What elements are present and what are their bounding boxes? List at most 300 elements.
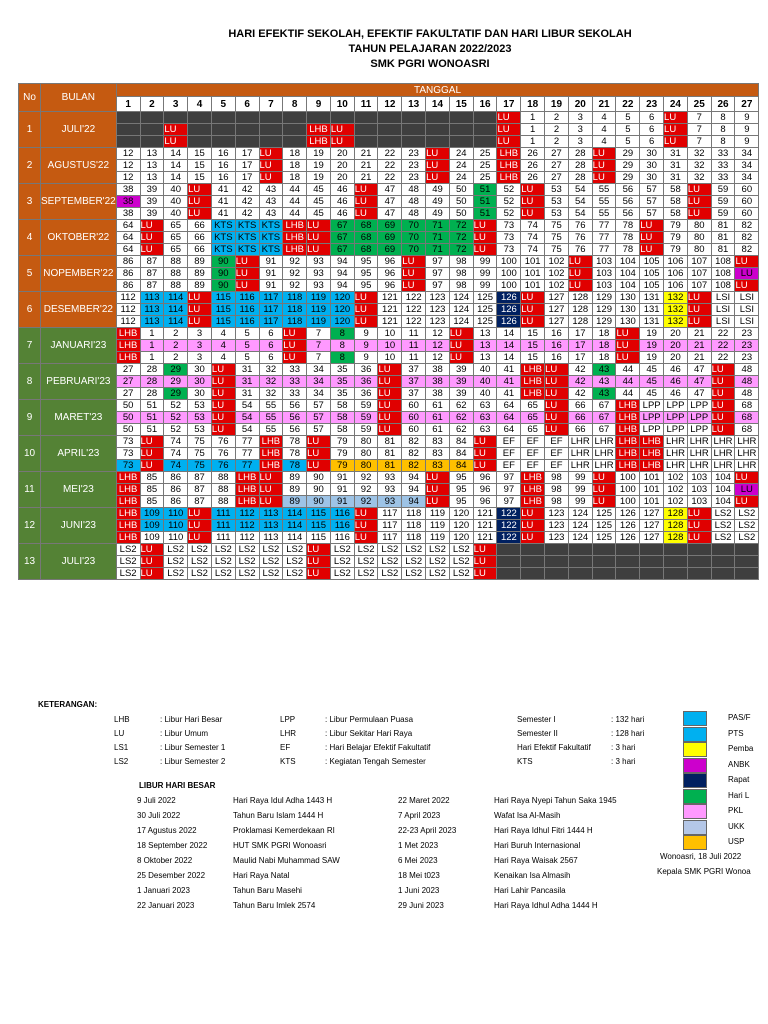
day-cell: 14: [497, 328, 521, 340]
day-cell: [426, 124, 450, 136]
day-cell: 87: [140, 280, 164, 292]
day-cell: 126: [616, 532, 640, 544]
day-cell: 58: [664, 196, 688, 208]
day-cell: 40: [164, 208, 188, 220]
day-cell: LU: [521, 532, 545, 544]
day-cell: LS2: [235, 568, 259, 580]
day-cell: 80: [687, 244, 711, 256]
day-cell: 76: [211, 448, 235, 460]
day-cell: LU: [687, 532, 711, 544]
day-cell: LHB: [616, 424, 640, 436]
day-cell: 41: [211, 208, 235, 220]
day-cell: 128: [664, 520, 688, 532]
day-cell: LU: [307, 556, 331, 568]
day-cell: 33: [283, 376, 307, 388]
day-cell: 113: [140, 304, 164, 316]
day-cell: LU: [473, 544, 497, 556]
day-cell: 9: [354, 340, 378, 352]
day-cell: 40: [473, 376, 497, 388]
day-cell: KTS: [211, 232, 235, 244]
day-cell: 2: [164, 328, 188, 340]
day-cell: 117: [378, 508, 402, 520]
day-cell: 105: [640, 256, 664, 268]
day-cell: LU: [640, 244, 664, 256]
day-cell: LS2: [283, 544, 307, 556]
day-cell: 97: [426, 280, 450, 292]
day-cell: LU: [687, 316, 711, 328]
day-cell: 55: [259, 412, 283, 424]
day-cell: LU: [545, 388, 569, 400]
day-cell: 95: [354, 280, 378, 292]
day-cell: 26: [521, 172, 545, 184]
day-cell: 119: [426, 520, 450, 532]
day-cell: 98: [545, 496, 569, 508]
day-cell: 124: [449, 304, 473, 316]
day-cell: 36: [354, 376, 378, 388]
holiday-name: Hari Raya Natal: [233, 871, 290, 880]
day-cell: 42: [235, 184, 259, 196]
day-cell: 65: [164, 232, 188, 244]
day-cell: 10: [378, 340, 402, 352]
day-cell: 46: [330, 184, 354, 196]
legend-desc: : Libur Semester 2: [160, 757, 226, 766]
day-cell: 93: [307, 268, 331, 280]
day-cell: 102: [545, 280, 569, 292]
day-header: 6: [235, 97, 259, 112]
day-cell: 129: [592, 316, 616, 328]
day-cell: 89: [188, 256, 212, 268]
day-cell: 59: [354, 400, 378, 412]
day-cell: LU: [188, 520, 212, 532]
day-cell: 90: [211, 268, 235, 280]
day-cell: 19: [640, 328, 664, 340]
day-cell: 69: [378, 220, 402, 232]
day-cell: [711, 568, 735, 580]
day-cell: 99: [568, 472, 592, 484]
day-cell: LHB: [283, 244, 307, 256]
day-cell: 53: [188, 400, 212, 412]
day-cell: 54: [568, 208, 592, 220]
day-cell: [568, 544, 592, 556]
day-cell: 3: [568, 136, 592, 148]
day-header: 7: [259, 97, 283, 112]
day-cell: LU: [402, 256, 426, 268]
day-header: 5: [211, 97, 235, 112]
day-cell: LS2: [211, 556, 235, 568]
day-cell: LU: [521, 292, 545, 304]
day-cell: KTS: [259, 220, 283, 232]
day-cell: 23: [402, 172, 426, 184]
day-cell: 58: [330, 400, 354, 412]
day-cell: 100: [497, 280, 521, 292]
day-cell: 34: [735, 148, 759, 160]
day-cell: LU: [640, 220, 664, 232]
holiday-date: 6 Mei 2023: [398, 856, 438, 865]
day-cell: LHB: [616, 460, 640, 472]
day-cell: [378, 124, 402, 136]
day-cell: 122: [497, 520, 521, 532]
day-cell: 41: [497, 364, 521, 376]
day-cell: EF: [545, 448, 569, 460]
day-cell: LU: [164, 136, 188, 148]
day-cell: 33: [711, 172, 735, 184]
day-cell: 79: [330, 448, 354, 460]
day-cell: [259, 124, 283, 136]
day-cell: EF: [545, 436, 569, 448]
day-cell: LU: [354, 304, 378, 316]
day-cell: 42: [568, 376, 592, 388]
day-cell: LHB: [616, 436, 640, 448]
day-cell: [497, 568, 521, 580]
day-cell: 24: [449, 160, 473, 172]
day-cell: 108: [711, 280, 735, 292]
day-cell: [664, 556, 688, 568]
day-cell: 29: [164, 364, 188, 376]
day-cell: 100: [497, 256, 521, 268]
day-cell: [116, 124, 140, 136]
day-cell: 1: [521, 136, 545, 148]
day-cell: 85: [140, 472, 164, 484]
day-cell: 67: [592, 424, 616, 436]
day-cell: LU: [283, 328, 307, 340]
day-cell: LHB: [235, 496, 259, 508]
day-cell: 86: [164, 484, 188, 496]
day-cell: 89: [283, 484, 307, 496]
day-cell: LU: [687, 184, 711, 196]
day-cell: LU: [687, 508, 711, 520]
day-cell: 88: [164, 268, 188, 280]
day-cell: 128: [664, 508, 688, 520]
swatch-label: UKK: [728, 821, 745, 831]
day-cell: 52: [497, 184, 521, 196]
day-cell: 112: [235, 508, 259, 520]
day-cell: LHB: [521, 388, 545, 400]
day-cell: 56: [616, 208, 640, 220]
day-cell: 95: [449, 496, 473, 508]
day-cell: 2: [545, 136, 569, 148]
day-cell: LU: [449, 352, 473, 364]
day-cell: 105: [640, 280, 664, 292]
day-cell: 73: [497, 244, 521, 256]
day-cell: LS2: [188, 568, 212, 580]
summary-label: Semester I: [517, 715, 556, 724]
day-cell: LU: [164, 124, 188, 136]
day-cell: 44: [616, 376, 640, 388]
day-cell: LHB: [116, 340, 140, 352]
day-header: 24: [664, 97, 688, 112]
day-cell: 36: [354, 364, 378, 376]
day-cell: 42: [568, 388, 592, 400]
day-cell: LS2: [116, 556, 140, 568]
day-cell: 45: [640, 376, 664, 388]
holiday-name: Kenaikan Isa Almasih: [494, 871, 571, 880]
day-cell: LHB: [307, 136, 331, 148]
day-cell: 111: [211, 508, 235, 520]
day-cell: 20: [664, 340, 688, 352]
day-cell: 122: [402, 292, 426, 304]
day-cell: LHB: [259, 460, 283, 472]
day-cell: [735, 544, 759, 556]
day-cell: 122: [402, 316, 426, 328]
day-cell: 38: [426, 364, 450, 376]
day-cell: LS2: [211, 568, 235, 580]
day-cell: 106: [664, 268, 688, 280]
holiday-name: Hari Raya Idhul Adha 1444 H: [494, 901, 598, 910]
holiday-date: 30 Juli 2022: [137, 811, 181, 820]
day-cell: 17: [235, 160, 259, 172]
day-cell: 98: [449, 280, 473, 292]
day-cell: LHR: [711, 448, 735, 460]
day-cell: 16: [211, 172, 235, 184]
day-cell: 104: [711, 472, 735, 484]
day-cell: 82: [402, 460, 426, 472]
day-cell: 62: [449, 424, 473, 436]
day-cell: 11: [402, 328, 426, 340]
day-cell: 86: [116, 280, 140, 292]
day-cell: 20: [330, 172, 354, 184]
day-cell: 12: [116, 172, 140, 184]
day-cell: [735, 568, 759, 580]
month-number: 13: [19, 544, 41, 580]
day-cell: 8: [711, 112, 735, 124]
day-cell: 66: [188, 232, 212, 244]
day-cell: 34: [307, 376, 331, 388]
day-cell: LHR: [735, 436, 759, 448]
day-cell: 34: [735, 160, 759, 172]
day-cell: 39: [449, 376, 473, 388]
day-cell: 40: [164, 196, 188, 208]
day-cell: LU: [473, 436, 497, 448]
day-cell: [473, 124, 497, 136]
day-cell: 71: [426, 244, 450, 256]
day-cell: LHR: [711, 460, 735, 472]
day-cell: 42: [568, 364, 592, 376]
legend-desc: : Hari Belajar Efektif Fakultatif: [325, 743, 431, 752]
day-cell: 68: [354, 220, 378, 232]
day-cell: [140, 112, 164, 124]
day-cell: 14: [164, 148, 188, 160]
day-cell: LU: [473, 220, 497, 232]
day-cell: 15: [188, 160, 212, 172]
day-cell: [354, 112, 378, 124]
day-cell: 127: [640, 532, 664, 544]
holiday-date: 29 Juni 2023: [398, 901, 444, 910]
day-cell: 80: [687, 220, 711, 232]
day-cell: 93: [378, 484, 402, 496]
day-cell: LHB: [616, 448, 640, 460]
day-cell: LU: [735, 280, 759, 292]
day-cell: 60: [735, 208, 759, 220]
day-header: 14: [426, 97, 450, 112]
day-cell: LHB: [283, 232, 307, 244]
day-cell: 15: [188, 148, 212, 160]
color-swatch: [683, 742, 707, 757]
day-cell: LPP: [664, 412, 688, 424]
holiday-date: 9 Juli 2022: [137, 796, 176, 805]
day-cell: 26: [521, 148, 545, 160]
day-cell: LU: [473, 460, 497, 472]
day-cell: 89: [283, 496, 307, 508]
day-cell: 82: [735, 232, 759, 244]
day-cell: LHB: [235, 484, 259, 496]
day-cell: 73: [116, 436, 140, 448]
day-cell: 82: [735, 220, 759, 232]
day-cell: KTS: [235, 244, 259, 256]
legend-code: LS1: [114, 743, 129, 752]
day-cell: 8: [330, 328, 354, 340]
day-cell: 43: [592, 388, 616, 400]
day-cell: LU: [378, 364, 402, 376]
day-cell: 101: [640, 484, 664, 496]
day-cell: 99: [568, 484, 592, 496]
day-cell: 19: [307, 160, 331, 172]
day-cell: 112: [235, 520, 259, 532]
legend-desc: : Kegiatan Tengah Semester: [325, 757, 426, 766]
day-cell: LU: [711, 400, 735, 412]
day-cell: 112: [235, 532, 259, 544]
day-cell: 83: [426, 460, 450, 472]
day-cell: 125: [592, 508, 616, 520]
day-cell: [330, 112, 354, 124]
day-cell: [521, 544, 545, 556]
day-cell: 8: [711, 124, 735, 136]
day-cell: 131: [640, 292, 664, 304]
legend-code: LPP: [280, 715, 296, 724]
day-cell: 32: [687, 172, 711, 184]
day-cell: 51: [473, 184, 497, 196]
day-cell: LU: [259, 496, 283, 508]
day-cell: 55: [592, 184, 616, 196]
day-cell: 132: [664, 292, 688, 304]
day-cell: 103: [592, 268, 616, 280]
day-cell: 124: [568, 508, 592, 520]
day-cell: 36: [354, 388, 378, 400]
day-cell: 85: [140, 496, 164, 508]
day-cell: 97: [426, 256, 450, 268]
day-cell: 75: [545, 232, 569, 244]
day-cell: 101: [640, 472, 664, 484]
day-cell: 93: [378, 472, 402, 484]
day-cell: 86: [164, 472, 188, 484]
day-cell: LHR: [735, 448, 759, 460]
day-cell: 48: [402, 196, 426, 208]
day-cell: LU: [545, 400, 569, 412]
day-cell: LU: [354, 532, 378, 544]
day-cell: 124: [449, 292, 473, 304]
month-name: APRIL'23: [41, 436, 117, 472]
day-cell: 74: [521, 220, 545, 232]
holiday-date: 17 Agustus 2022: [137, 826, 197, 835]
day-cell: 77: [235, 436, 259, 448]
day-cell: [211, 112, 235, 124]
day-cell: 78: [283, 460, 307, 472]
day-cell: 70: [402, 244, 426, 256]
day-cell: LPP: [664, 424, 688, 436]
day-cell: LSI: [711, 292, 735, 304]
day-cell: 52: [164, 424, 188, 436]
day-cell: 15: [521, 328, 545, 340]
day-cell: 65: [521, 424, 545, 436]
day-cell: LHR: [664, 460, 688, 472]
day-cell: 104: [711, 484, 735, 496]
day-cell: 15: [521, 352, 545, 364]
day-cell: 117: [378, 532, 402, 544]
day-cell: LU: [687, 520, 711, 532]
day-cell: LHB: [116, 472, 140, 484]
day-cell: 121: [378, 304, 402, 316]
day-cell: LHB: [521, 484, 545, 496]
day-cell: 118: [283, 292, 307, 304]
day-cell: 104: [711, 496, 735, 508]
day-cell: 95: [354, 256, 378, 268]
day-cell: 129: [592, 292, 616, 304]
day-cell: 120: [330, 304, 354, 316]
day-header: 23: [640, 97, 664, 112]
day-cell: LU: [711, 376, 735, 388]
day-cell: 89: [283, 472, 307, 484]
day-cell: 116: [235, 292, 259, 304]
color-swatch: [683, 835, 707, 850]
day-cell: LU: [354, 520, 378, 532]
day-cell: 53: [188, 412, 212, 424]
day-cell: 56: [283, 424, 307, 436]
day-header: 13: [402, 97, 426, 112]
day-cell: 7: [307, 328, 331, 340]
day-cell: 84: [449, 460, 473, 472]
day-cell: LS2: [426, 556, 450, 568]
day-cell: 21: [687, 328, 711, 340]
day-cell: 94: [330, 256, 354, 268]
day-cell: 81: [378, 460, 402, 472]
day-cell: LS2: [426, 568, 450, 580]
day-cell: 60: [402, 412, 426, 424]
holiday-name: Tahun Baru Masehi: [233, 886, 302, 895]
day-cell: 28: [568, 148, 592, 160]
day-cell: 30: [188, 364, 212, 376]
day-cell: LU: [140, 220, 164, 232]
day-cell: 23: [402, 160, 426, 172]
day-header: 12: [378, 97, 402, 112]
day-cell: 11: [402, 340, 426, 352]
day-cell: 29: [616, 172, 640, 184]
day-cell: 31: [235, 364, 259, 376]
day-cell: 98: [545, 472, 569, 484]
day-cell: 113: [259, 508, 283, 520]
day-cell: LU: [616, 340, 640, 352]
day-cell: 6: [640, 124, 664, 136]
day-cell: LU: [592, 148, 616, 160]
day-cell: 66: [568, 424, 592, 436]
page-title-line2: TAHUN PELAJARAN 2022/2023: [348, 43, 512, 55]
day-cell: 8: [330, 340, 354, 352]
day-header: 20: [568, 97, 592, 112]
day-cell: LU: [664, 136, 688, 148]
day-cell: 92: [283, 268, 307, 280]
day-cell: 86: [116, 256, 140, 268]
day-cell: 109: [140, 532, 164, 544]
month-name: MARET'23: [41, 400, 117, 436]
day-cell: 27: [116, 376, 140, 388]
day-cell: 100: [616, 472, 640, 484]
day-cell: 64: [497, 412, 521, 424]
day-cell: 115: [307, 508, 331, 520]
day-cell: 15: [521, 340, 545, 352]
day-cell: 118: [283, 304, 307, 316]
day-cell: 75: [188, 436, 212, 448]
day-cell: 78: [616, 244, 640, 256]
day-cell: LU: [188, 304, 212, 316]
day-cell: 4: [211, 340, 235, 352]
